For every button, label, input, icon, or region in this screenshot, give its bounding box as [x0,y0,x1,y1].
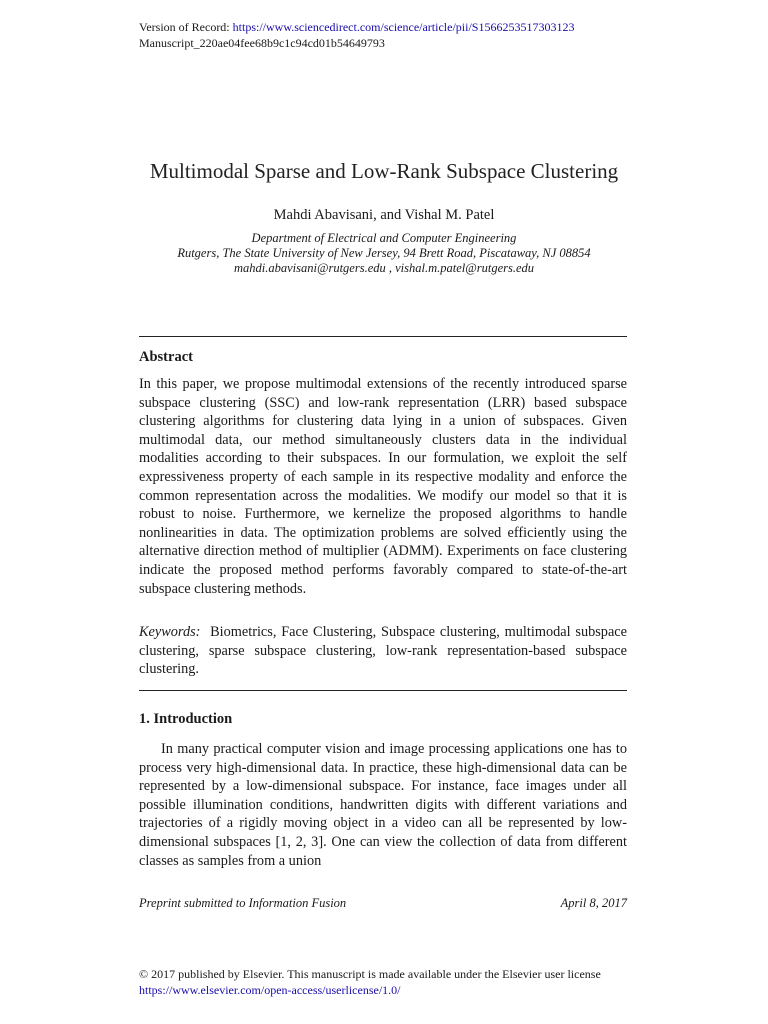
version-of-record-header [139,19,574,51]
affiliation-department: Department of Electrical and Computer Engineering [251,231,517,245]
affiliation-block [0,231,768,276]
license-text: © 2017 published by Elsevier. This manuscript is made available under the Elsevier user license [139,967,601,981]
footer-journal: Preprint submitted to Information Fusion [139,896,347,910]
abstract-heading: Abstract [139,349,193,365]
keywords-list: Biometrics, Face Clustering, Subspace clustering, multimodal subspace clustering, sparse subspace clustering, low-rank representation-based subspace clustering. [139,624,627,678]
version-label: Version of Record: [139,20,233,34]
manuscript-id: Manuscript_220ae04fee68b9c1c94cd01b54649793 [139,36,385,50]
paper-title: Multimodal Sparse and Low-Rank Subspace Clustering [149,159,619,183]
introduction-heading: 1. Introduction [139,711,233,727]
footer-date: April 8, 2017 [560,896,627,910]
keywords-label: Keywords: [139,624,201,640]
abstract-top-rule [139,336,627,337]
introduction-text: In many practical computer vision and image processing applications one has to process very high-dimensional data. In practice, these high-dimensional data can be represented by a low-dimensional subspace. For instance, face images under all possible illumination conditions, handwritten digits with different variations and trajectories of a rigidly moving object in a video can all be represented by low-dimensional subspaces [1, 2, 3]. One can view the collection of data from different classes as samples from a union [139,741,627,869]
version-link[interactable]: https://www.sciencedirect.com/science/article/pii/S1566253517303123 [232,20,575,34]
abstract-bottom-rule [139,690,627,691]
affiliation-address: Rutgers, The State University of New Jersey, 94 Brett Road, Piscataway, NJ 08854 [177,246,591,260]
page-footer [139,895,627,911]
abstract-text: In this paper, we propose multimodal extensions of the recently introduced sparse subspace clustering (SSC) and low-rank representation (LRR) based subspace clustering algorithms for clustering data lying in a union of subspaces. Given multimodal data, our method simultaneously clusters data in the individual modalities according to their subspaces. In our formulation, we exploit the self expressiveness property of each sample in its respective modality and enforce the common representation across the modalities. We modify our model so that it is robust to noise. Furthermore, we kernelize the proposed algorithms to handle nonlinearities in data. The optimization problems are solved efficiently using the alternative direction method of multiplier (ADMM). Experiments on face clustering indicate the proposed method performs favorably compared to state-of-the-art subspace clustering methods. [139,376,627,597]
keywords-paragraph [139,623,627,679]
license-notice [139,966,601,998]
version-line [139,19,574,35]
license-link[interactable]: https://www.elsevier.com/open-access/userlicense/1.0/ [139,983,401,997]
paper-authors: Mahdi Abavisani, and Vishal M. Patel [273,207,495,223]
affiliation-emails: mahdi.abavisani@rutgers.edu , vishal.m.patel@rutgers.edu [233,261,535,275]
